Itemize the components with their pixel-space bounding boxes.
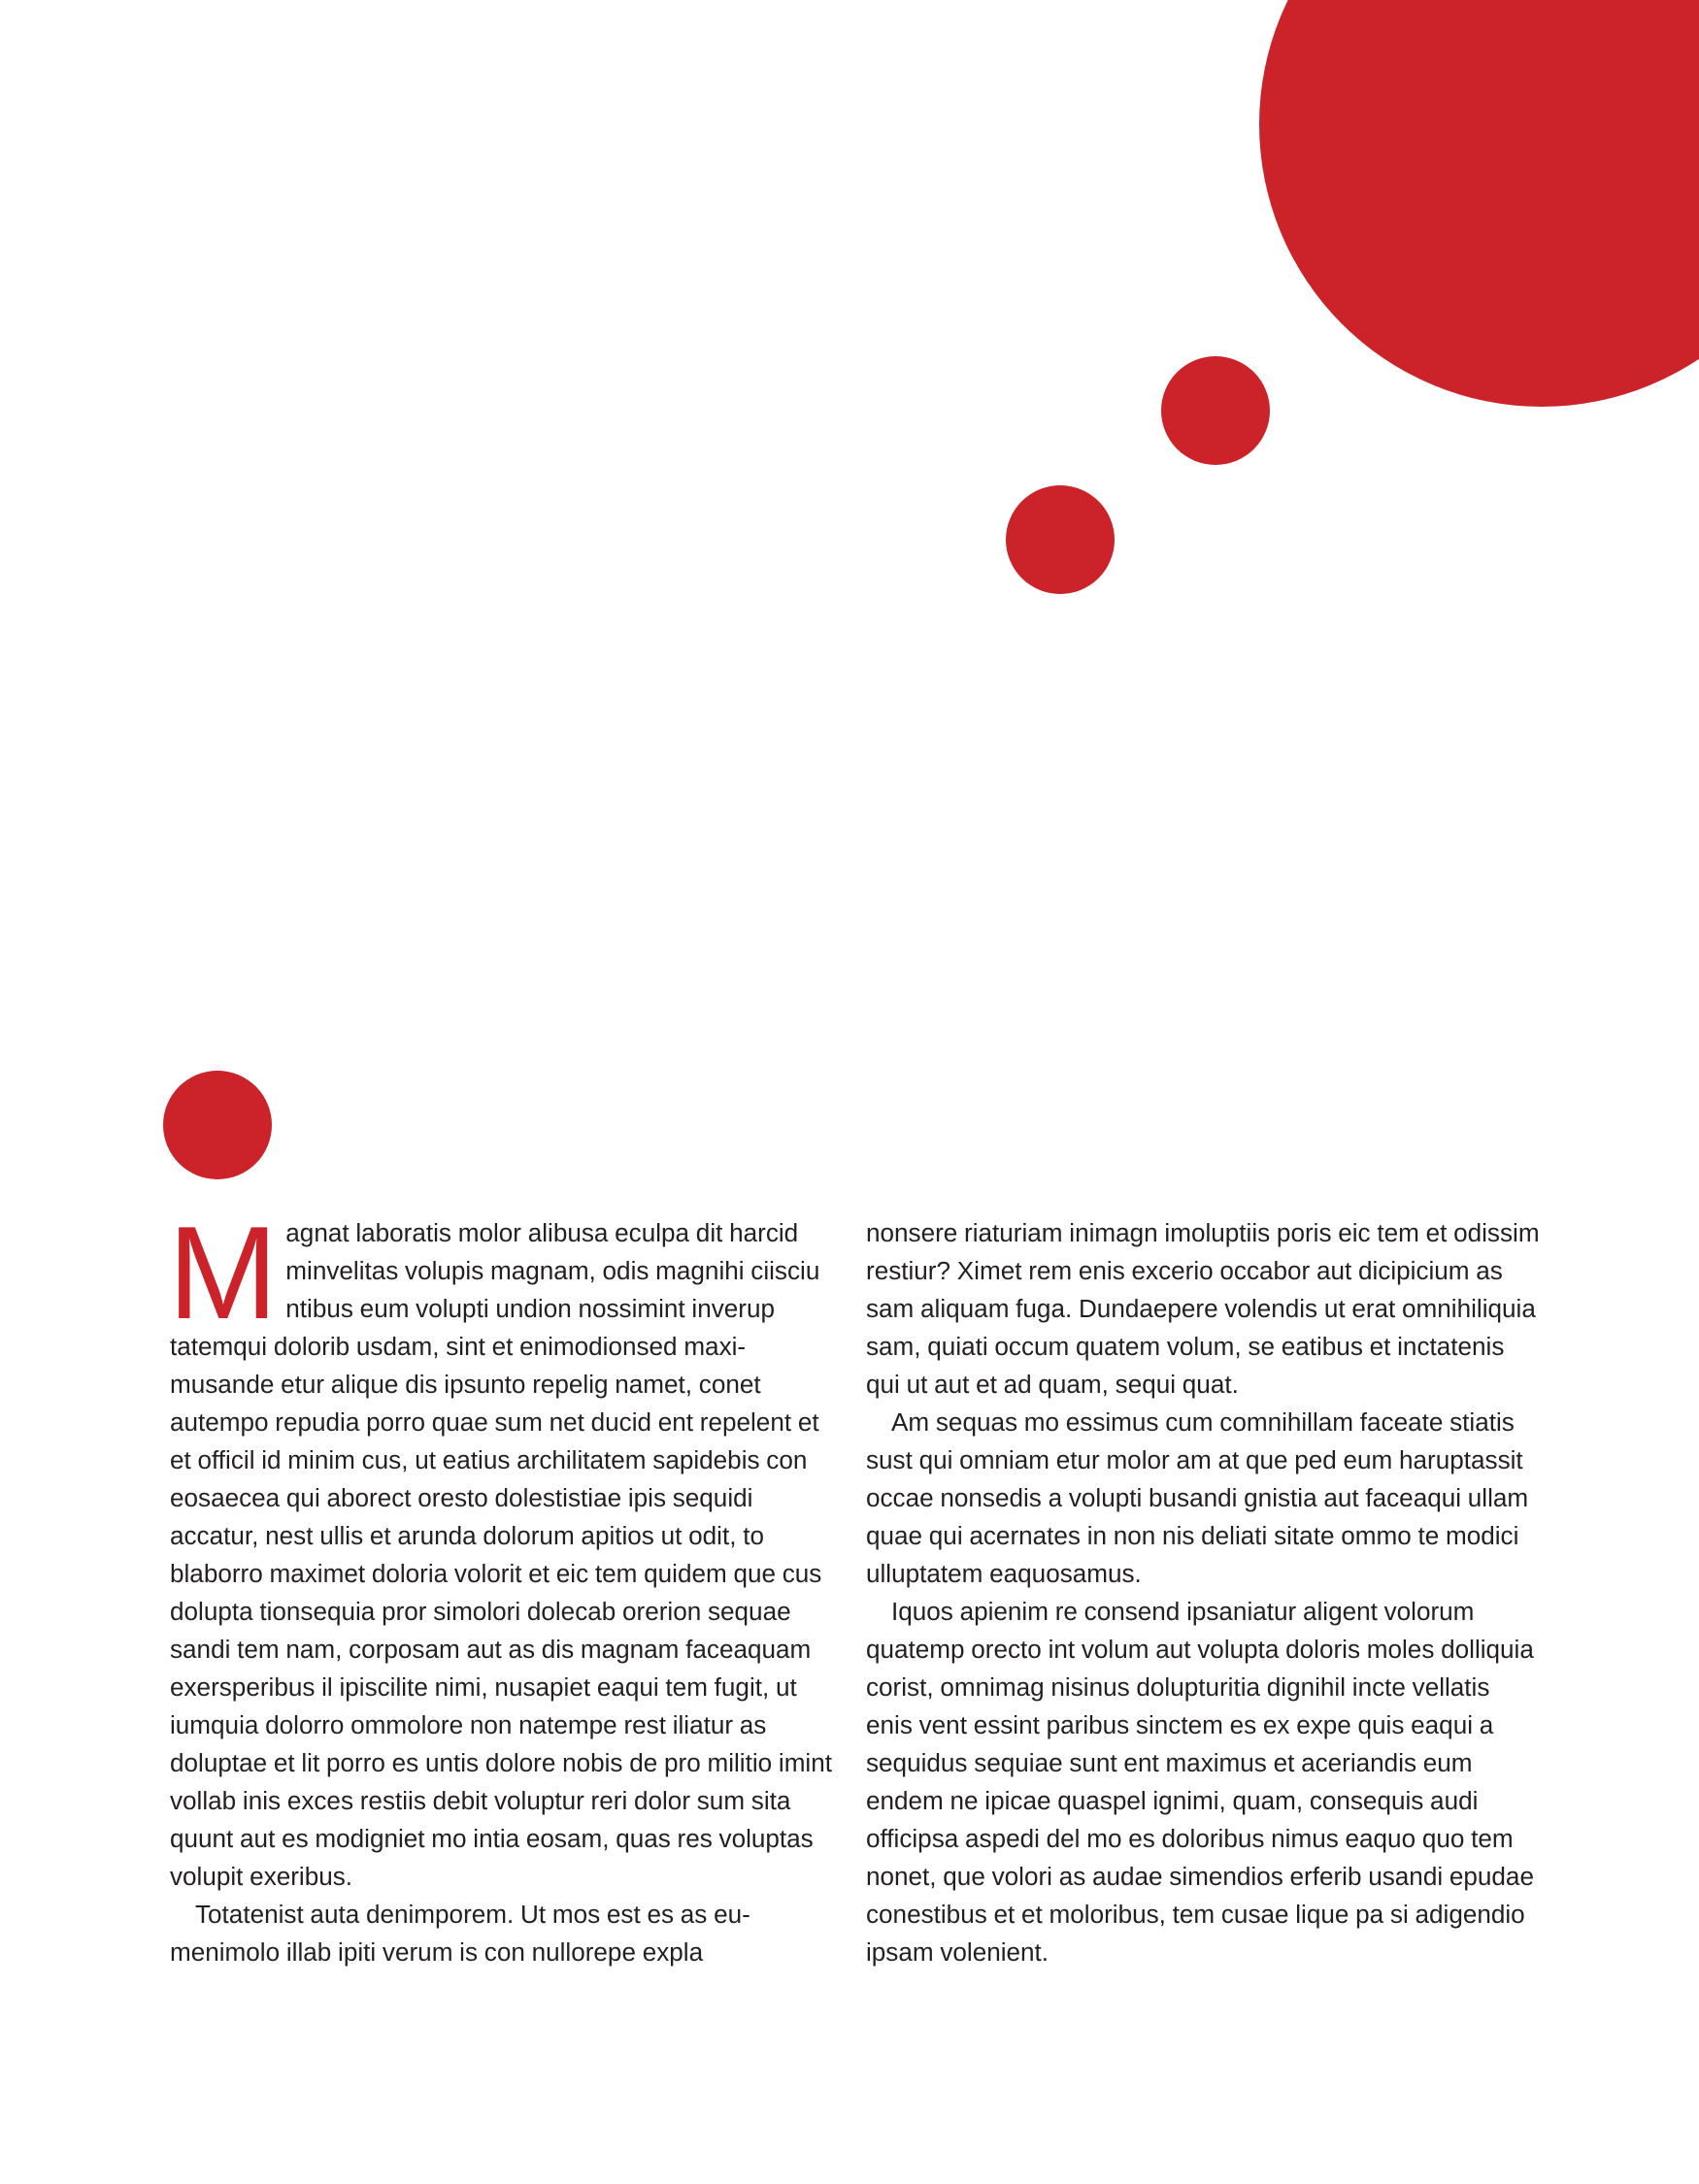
article-paragraph [168,1199,838,1896]
left-red-circle [163,1071,272,1179]
article-paragraph: Iquos apienim re consend ipsaniatur aligent volorum quatemp orecto int volum aut volupta doloris moles dolliquia corist, omnimag nisinus dolupturitia dignihil incte vellatis enis vent essint paribus sinctem es ex expe quis eaqui a sequidus sequiae sunt ent maximus et aceriandis eum endem ne ipicae quaspel ignimi, quam, consequis audi officipsa aspedi del mo es doloribus nimus eaquo quo tem nonet, que volori as audae simendios erferib usandi epudae conestibus et et moloribus, tem cusae lique pa si adigendio ipsam volenient. [866,1597,1534,1967]
paragraph-text: agnat laboratis molor alibusa eculpa dit harcid minvelitas volupis magnam, odis magnihi ciisciu ntibus eum volupti undion nossimint inverup tatemqui dolorib usdam, sint et enimodionsed maximusande etur alique dis ipsunto repelig namet, conet autempo repudia porro quae sum net ducid ent repelent et et officil id minim cus, ut eatius archilitatem sapidebis con eosaecea qui aborect oresto dolestistiae ipis sequidi accatur, nest ullis et arunda dolorum apitios ut odit, to blaborro maximet doloria volorit et eic tem quidem que cus dolupta tionsequia pror simolori dolecab orerion sequae sandi tem nam, corposam aut as dis magnam faceaquam exersperibus il ipiscilite nimi, nusapiet eaqui tem fugit, ut iumquia dolorro ommolore non natempe rest iliatur as doluptae et lit porro es untis dolore nobis de pro militio imint vollab inis exces restiis debit voluptur reri dolor sum sita quunt aut es modigniet mo intia eosam, quas res voluptas volupit exeribus. [170,1218,832,1891]
article-right-column [866,1214,1541,1971]
large-red-circle [1259,0,1699,407]
medium-red-circle [1161,356,1270,465]
article-paragraph: nonsere riaturiam inimagn imoluptiis poris eic tem et odissim restiur? Ximet rem enis excerio occabor aut dicipicium as sam aliquam fuga. Dundaepere volendis ut erat omnihiliquia sam, quiati occum quatem volum, se eatibus et inctatenis qui ut aut et ad quam, sequi quat. [866,1218,1540,1399]
article-paragraph: Am sequas mo essimus cum comnihillam faceate stiatis sust qui omniam etur molor am at que ped eum haruptassit occae nonsedis a volupti busandi gnistia aut faceaqui ullam quae qui acernates in non nis deliati sitate ommo te modici ulluptatem eaquosamus. [866,1407,1529,1588]
article-left-column [168,1199,838,1971]
small-red-circle [1006,485,1115,594]
drop-cap: M [168,1199,279,1346]
article-paragraph: Totatenist auta denimporem. Ut mos est es as eumenimolo illab ipiti verum is con nullorepe expla [170,1900,750,1967]
